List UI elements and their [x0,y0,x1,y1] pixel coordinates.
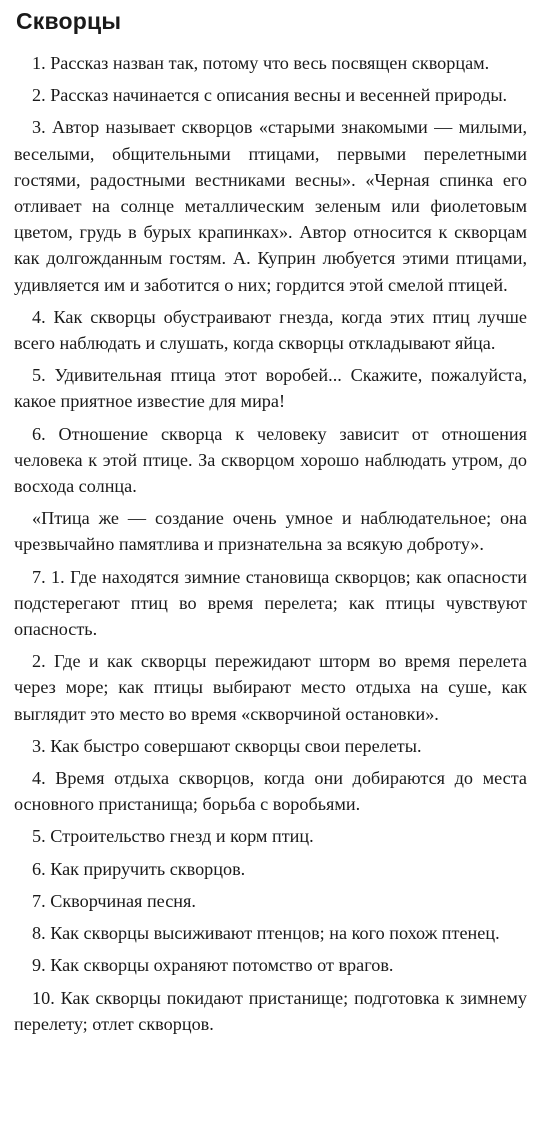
paragraph-7-2: 2. Где и как скворцы пережидают шторм во время перелета через море; как птицы выбирают место отдыха на суше, как выглядит это место во время «скворчиной остановки». [14,651,527,724]
paragraph-3: 3. Автор называет скворцов «старыми знакомыми — милыми, веселыми, общительными птицами, первыми перелетными гостями, радостными вестниками весны». «Черная спинка его отливает на солнце металлическим зеленым или фиолетовым цветом, грудь в бурых крапинках». Автор относится к скворцам как долгожданным гостям. А. Куприн любуется этими птицами, удивляется им и заботится о них; гордится этой смелой птицей. [14,117,527,295]
paragraph-1: 1. Рассказ назван так, потому что весь посвящен скворцам. [32,53,490,73]
paragraph-7-4: 4. Время отдыха скворцов, когда они добираются до места основного пристанища; борьба с воробьями. [14,768,527,815]
paragraph-2: 2. Рассказ начинается с описания весны и весенней природы. [32,85,508,106]
paragraph-7-10: 10. Как скворцы покидают пристанище; подготовка к зимнему перелету; отлет скворцов. [14,987,527,1034]
paragraph-7-7: 7. Скворчиная песня. [32,890,196,911]
paragraph-7-5: 5. Строительство гнезд и корм птиц. [32,826,314,847]
paragraph-7-3: 3. Как быстро совершают скворцы свои перелеты. [32,735,422,756]
page-title: Скворцы [16,8,122,34]
paragraph-7-8: 8. Как скворцы высиживают птенцов; на кого похож птенец. [32,923,500,944]
paragraph-7-6: 6. Как приручить скворцов. [32,858,246,879]
paragraph-7-1: 7. 1. Где находятся зимние становища скворцов; как опасности подстерегают птиц во время перелета; как птицы чувствуют опасность. [14,566,527,640]
paragraph-7-9: 9. Как скворцы охраняют потомство от врагов. [32,955,394,976]
paragraph-4: 4. Как скворцы обустраивают гнезда, когда этих птиц лучше всего наблюдать и слушать, когда скворцы откладывают яйца. [14,306,527,354]
paragraph-5: 5. Удивительная птица этот воробей... Скажите, пожалуйста, какое приятное известие для мира! [14,365,527,412]
paragraph-6: 6. Отношение скворца к человеку зависит от отношения человека к этой птице. За скворцом хорошо наблюдать утром, до восхода солнца. [14,423,527,497]
paragraph-6-quote: «Птица же — создание очень умное и наблюдательное; она чрезвычайно памятлива и признательна за всякую доброту». [14,508,527,555]
